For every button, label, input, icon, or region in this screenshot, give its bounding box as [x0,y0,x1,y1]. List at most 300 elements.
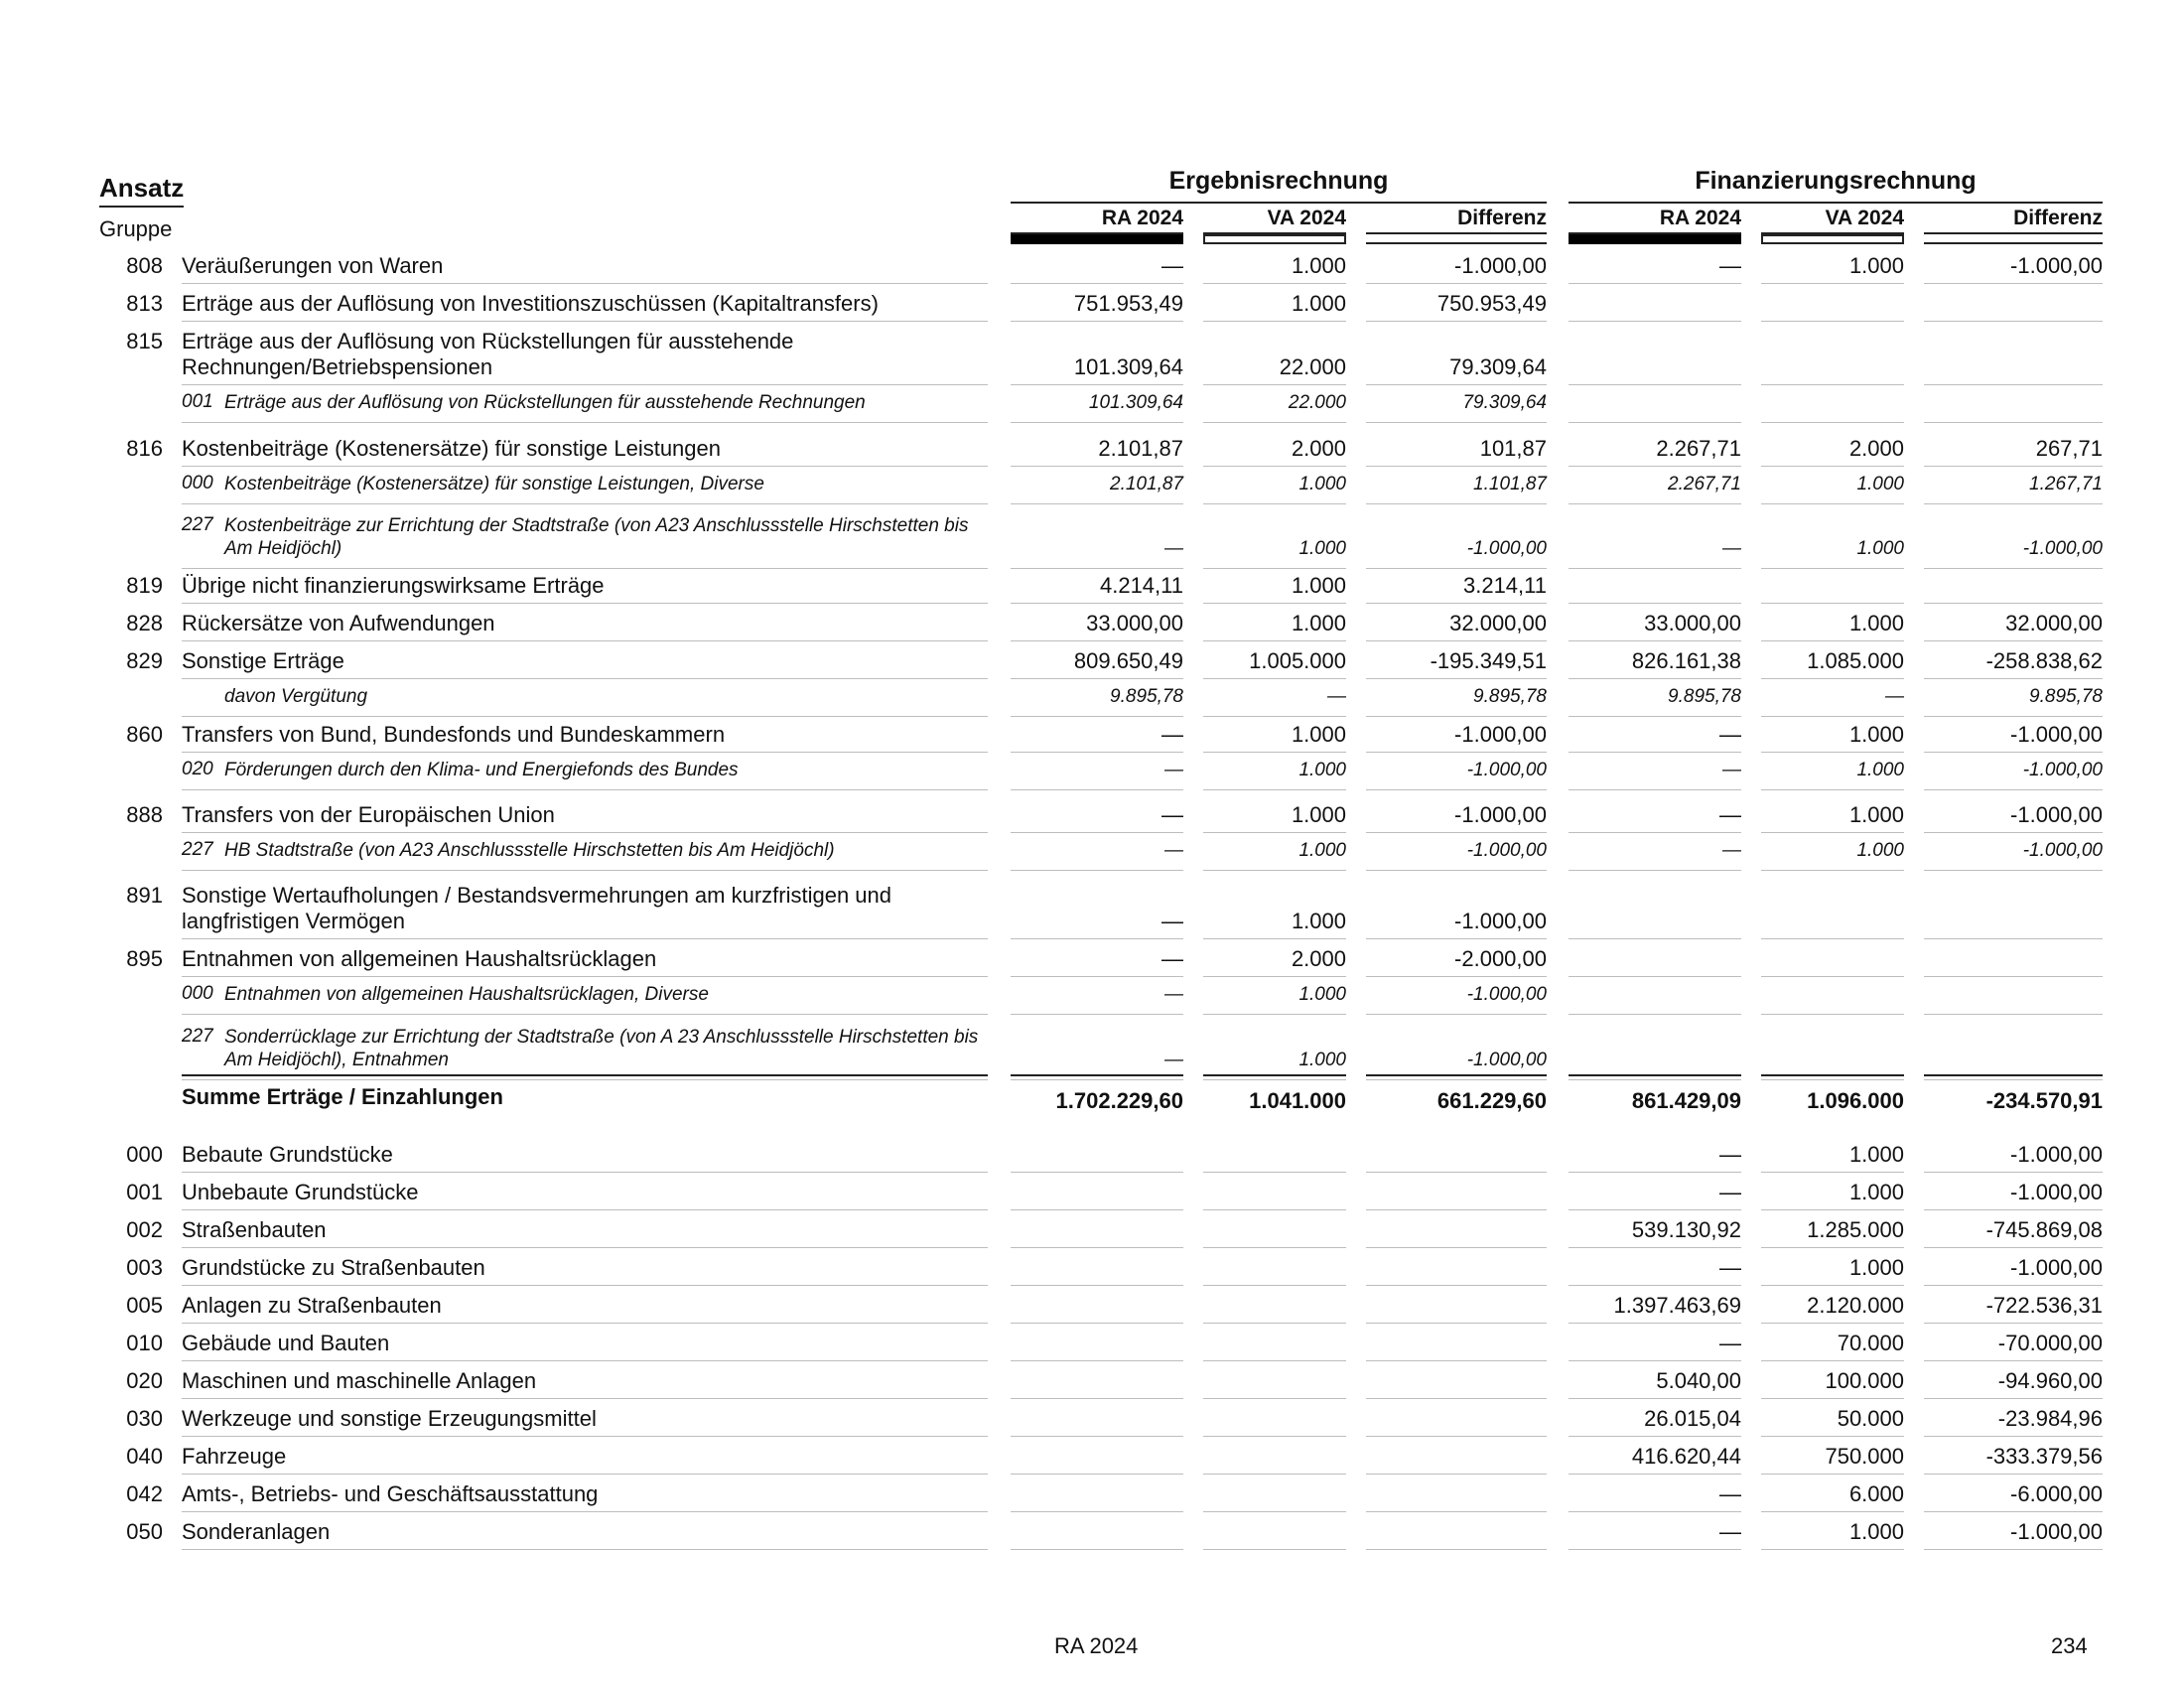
row-description: davon Vergütung [224,686,368,707]
row-separator [1366,503,1547,504]
row-code: 001 [126,1180,163,1204]
cell-ergebnis-diff: 1.101,87 [1473,474,1547,494]
cell-finanz-diff: -23.984,96 [1997,1406,2103,1431]
row-separator [182,603,988,604]
row-separator [1011,422,1183,423]
row-separator [182,321,988,322]
cell-finanz-va: 1.000 [1856,840,1904,861]
row-separator [1011,1549,1183,1550]
table-row [0,722,2184,748]
cell-finanz-ra: 9.895,78 [1668,686,1741,707]
row-description: Sonstige Erträge [182,648,344,673]
row-separator [1569,1209,1741,1210]
cell-ergebnis-ra: — [1164,538,1183,559]
table-row [0,611,2184,636]
cell-finanz-va: 1.096.000 [1807,1088,1904,1113]
row-separator [1203,678,1346,679]
row-separator [182,1323,988,1324]
row-separator [1366,1511,1547,1512]
cell-finanz-va: 100.000 [1825,1368,1904,1393]
row-code: 000 [182,473,213,493]
row-separator [182,640,988,641]
cell-ergebnis-va: 1.000 [1298,538,1346,559]
row-separator [1011,976,1183,977]
cell-finanz-ra: — [1719,802,1741,827]
cell-finanz-diff: -1.000,00 [2010,1255,2103,1280]
cell-finanz-diff: -1.000,00 [2022,840,2103,861]
row-separator [1366,321,1547,322]
row-separator [1569,678,1741,679]
row-separator [1011,1360,1183,1361]
row-separator [1924,976,2103,977]
row-separator [1203,422,1346,423]
sum-separator [1203,1074,1346,1076]
row-separator [1569,1285,1741,1286]
row-description: Grundstücke zu Straßenbauten [182,1255,485,1280]
cell-ergebnis-ra: — [1161,722,1183,747]
row-separator [1203,1209,1346,1210]
cell-finanz-diff: -745.869,08 [1985,1217,2103,1242]
row-separator [1203,1285,1346,1286]
footer-label: RA 2024 [1054,1633,1139,1658]
row-separator [182,832,988,833]
row-code: 227 [182,1026,213,1047]
row-separator [1366,1014,1547,1015]
row-separator [1761,1474,1904,1475]
cell-ergebnis-ra: — [1161,946,1183,971]
row-separator [1366,1285,1547,1286]
row-code: 860 [126,722,163,747]
cell-finanz-va: 1.000 [1848,1519,1904,1544]
sum-separator [1569,1074,1741,1076]
cell-finanz-diff: -722.536,31 [1985,1293,2103,1318]
cell-finanz-ra: 539.130,92 [1631,1217,1741,1242]
row-separator [1203,503,1346,504]
table-row [0,983,2184,1006]
row-description: Werkzeuge und sonstige Erzeugungsmittel [182,1406,597,1431]
cell-finanz-va: 2.120.000 [1807,1293,1904,1318]
table-row [0,573,2184,599]
cell-ergebnis-diff: 9.895,78 [1473,686,1547,707]
cell-finanz-diff: -1.000,00 [2010,1519,2103,1544]
cell-finanz-diff: -94.960,00 [1997,1368,2103,1393]
row-code: 813 [126,291,163,316]
cell-ergebnis-ra: 33.000,00 [1086,611,1183,635]
row-description: Erträge aus der Auflösung von Investitionszuschüssen (Kapitaltransfers) [182,291,879,316]
cell-finanz-va: 1.000 [1848,802,1904,827]
cell-finanz-ra: — [1719,253,1741,278]
table-row [0,1217,2184,1243]
cell-finanz-ra: — [1719,1255,1741,1280]
row-separator [1569,716,1741,717]
diff-legend-line [1366,242,1547,244]
row-separator [1569,1436,1741,1437]
row-separator [1569,752,1741,753]
row-description: Förderungen durch den Klima- und Energiefonds des Bundes [224,760,739,780]
table-row [0,1255,2184,1281]
row-separator [1924,832,2103,833]
cell-finanz-va: — [1885,686,1904,707]
row-separator [1569,503,1741,504]
row-separator [1569,832,1741,833]
row-separator [1761,678,1904,679]
cell-finanz-ra: — [1719,1180,1741,1204]
cell-finanz-diff: -1.000,00 [2010,253,2103,278]
row-separator [1366,1172,1547,1173]
cell-finanz-va: 1.000 [1848,1142,1904,1167]
row-separator [1569,789,1741,790]
row-separator [1011,503,1183,504]
row-separator [1761,789,1904,790]
row-separator [1761,1360,1904,1361]
row-separator [1203,384,1346,385]
row-description: Unbebaute Grundstücke [182,1180,419,1204]
row-separator [1011,1398,1183,1399]
row-code: 020 [126,1368,163,1393]
cell-finanz-ra: — [1722,840,1741,861]
cell-finanz-ra: — [1719,1142,1741,1167]
row-separator [1569,1323,1741,1324]
cell-finanz-va: 6.000 [1848,1481,1904,1506]
cell-finanz-ra: 826.161,38 [1631,648,1741,673]
row-separator [1011,1014,1183,1015]
cell-finanz-va: 1.085.000 [1807,648,1904,673]
table-row [0,291,2184,317]
cell-finanz-va: 70.000 [1837,1331,1904,1355]
row-separator [1569,640,1741,641]
row-separator [182,1398,988,1399]
cell-ergebnis-va: 1.000 [1291,909,1346,933]
cell-finanz-ra: 5.040,00 [1656,1368,1741,1393]
row-code: 227 [182,839,213,860]
row-description: Amts-, Betriebs- und Geschäftsausstattung [182,1481,599,1506]
row-separator [1366,1360,1547,1361]
row-separator [182,503,988,504]
cell-finanz-ra: — [1719,1519,1741,1544]
row-separator [1569,466,1741,467]
row-separator [1011,1436,1183,1437]
row-separator [1366,1398,1547,1399]
row-separator [1761,976,1904,977]
row-separator [1203,1436,1346,1437]
cell-ergebnis-va: 1.000 [1298,1050,1346,1070]
row-separator [1761,1285,1904,1286]
row-code: 888 [126,802,163,827]
cell-finanz-va: 1.000 [1848,1255,1904,1280]
row-separator [1569,870,1741,871]
table-row [0,1481,2184,1507]
row-separator [1203,640,1346,641]
row-separator [1011,832,1183,833]
cell-finanz-diff: -234.570,91 [1985,1088,2103,1113]
row-separator [1203,1549,1346,1550]
cell-finanz-diff: -1.000,00 [2022,538,2103,559]
row-separator [1924,938,2103,939]
row-separator [1761,1511,1904,1512]
row-separator [1366,1323,1547,1324]
cell-finanz-va: 50.000 [1837,1406,1904,1431]
row-separator [1924,1474,2103,1475]
row-code: 030 [126,1406,163,1431]
row-separator [1761,603,1904,604]
row-separator [1569,938,1741,939]
cell-ergebnis-diff: -1.000,00 [1454,909,1547,933]
row-separator [1011,603,1183,604]
cell-finanz-va: 1.285.000 [1807,1217,1904,1242]
diff-legend-line [1924,242,2103,244]
row-separator [1366,1079,1547,1080]
row-separator [1761,466,1904,467]
cell-finanz-diff: -258.838,62 [1985,648,2103,673]
row-separator [1011,678,1183,679]
cell-finanz-diff: 9.895,78 [2029,686,2103,707]
row-separator [1924,1323,2103,1324]
row-separator [1924,678,2103,679]
row-separator [1924,1511,2103,1512]
row-separator [1761,832,1904,833]
row-separator [1203,716,1346,717]
table-row [0,329,2184,380]
row-description: Veräußerungen von Waren [182,253,444,278]
cell-ergebnis-va: 1.000 [1291,611,1346,635]
table-row [0,1444,2184,1470]
row-separator [1924,752,2103,753]
row-separator [182,466,988,467]
cell-ergebnis-diff: 661.229,60 [1436,1088,1547,1113]
cell-finanz-va: 1.000 [1856,474,1904,494]
cell-ergebnis-va: 1.000 [1298,984,1346,1005]
row-code: 042 [126,1481,163,1506]
cell-ergebnis-ra: 4.214,11 [1099,573,1183,598]
cell-ergebnis-diff: -1.000,00 [1466,1050,1547,1070]
row-separator [1761,1323,1904,1324]
row-separator [182,789,988,790]
row-separator [1203,1172,1346,1173]
cell-ergebnis-va: 1.000 [1291,802,1346,827]
row-separator [1924,466,2103,467]
row-separator [1924,1549,2103,1550]
table-row [0,946,2184,972]
row-separator [182,283,988,284]
row-separator [1366,1436,1547,1437]
row-separator [1569,283,1741,284]
row-separator [1011,1511,1183,1512]
row-description: Gebäude und Bauten [182,1331,390,1355]
cell-finanz-va: 750.000 [1825,1444,1904,1469]
row-description: Rückersätze von Aufwendungen [182,611,495,635]
row-separator [1569,1398,1741,1399]
row-separator [1924,640,2103,641]
row-description: Sonderanlagen [182,1519,331,1544]
row-separator [1761,1247,1904,1248]
cell-finanz-ra: 2.267,71 [1656,436,1741,461]
row-code: 050 [126,1519,163,1544]
row-separator [1011,283,1183,284]
table-row [0,1293,2184,1319]
row-separator [182,422,988,423]
table-row [0,648,2184,674]
row-separator [1366,466,1547,467]
row-separator [1366,1209,1547,1210]
row-separator [1366,938,1547,939]
row-separator [1761,503,1904,504]
row-separator [1569,422,1741,423]
row-separator [1203,1079,1346,1080]
row-code: 001 [182,391,213,412]
row-separator [182,938,988,939]
cell-finanz-va: 1.000 [1848,1180,1904,1204]
row-code: 891 [126,883,163,908]
row-separator [182,870,988,871]
row-separator [1924,283,2103,284]
cell-ergebnis-va: 1.000 [1298,474,1346,494]
row-description: Kostenbeiträge (Kostenersätze) für sonstige Leistungen [182,436,721,461]
cell-ergebnis-ra: — [1161,253,1183,278]
row-separator [1924,384,2103,385]
cell-ergebnis-diff: -1.000,00 [1466,538,1547,559]
cell-finanz-diff: -1.000,00 [2010,1180,2103,1204]
row-description: Sonstige Wertaufholungen / Bestandsvermehrungen am kurzfristigen und langfristigen Vermögen [182,883,892,933]
table-row [0,253,2184,279]
cell-ergebnis-va: 1.000 [1298,760,1346,780]
sum-row [0,1084,2184,1113]
table-row [0,1331,2184,1356]
row-separator [1366,384,1547,385]
row-separator [1011,752,1183,753]
cell-ergebnis-va: 1.000 [1291,573,1346,598]
row-separator [1924,1436,2103,1437]
row-code: 000 [182,983,213,1004]
row-separator [1569,321,1741,322]
cell-finanz-diff: -1.000,00 [2010,802,2103,827]
row-separator [1924,1014,2103,1015]
row-description: Entnahmen von allgemeinen Haushaltsrücklagen [182,946,657,971]
table-row [0,1026,2184,1071]
row-separator [1011,716,1183,717]
row-separator [1203,1247,1346,1248]
row-separator [1924,716,2103,717]
cell-ergebnis-diff: -1.000,00 [1454,722,1547,747]
row-separator [1203,568,1346,569]
row-code: 010 [126,1331,163,1355]
row-code: 895 [126,946,163,971]
row-separator [182,976,988,977]
row-description: Kostenbeiträge zur Errichtung der Stadtstraße (von A23 Anschlussstelle Hirschstetten bis Am Heidjöchl) [224,515,969,559]
sum-separator [1011,1074,1183,1076]
table-row [0,883,2184,934]
cell-ergebnis-diff: 101,87 [1479,436,1547,461]
row-separator [1761,283,1904,284]
row-separator [1366,1247,1547,1248]
cell-ergebnis-ra: — [1164,760,1183,780]
row-separator [182,1172,988,1173]
row-code: 815 [126,329,163,353]
col-ergebnis-va: VA 2024 [1203,207,1346,234]
table-row [0,514,2184,560]
cell-ergebnis-ra: 101.309,64 [1073,354,1183,379]
cell-finanz-ra: 33.000,00 [1644,611,1741,635]
row-separator [1924,789,2103,790]
row-separator [1011,938,1183,939]
row-separator [1761,568,1904,569]
row-code: 040 [126,1444,163,1469]
row-separator [1011,321,1183,322]
row-description: Maschinen und maschinelle Anlagen [182,1368,537,1393]
row-separator [1011,466,1183,467]
row-separator [1761,384,1904,385]
row-separator [182,1247,988,1248]
cell-ergebnis-va: 1.000 [1298,840,1346,861]
row-separator [182,384,988,385]
row-code: 808 [126,253,163,278]
row-separator [1366,870,1547,871]
row-separator [182,1014,988,1015]
cell-finanz-va: 1.000 [1848,253,1904,278]
table-row [0,436,2184,462]
sum-separator [1924,1074,2103,1076]
cell-ergebnis-diff: -1.000,00 [1466,840,1547,861]
row-separator [1366,832,1547,833]
row-separator [1924,1209,2103,1210]
row-separator [182,1511,988,1512]
table-row [0,1142,2184,1168]
cell-ergebnis-ra: — [1164,840,1183,861]
row-separator [182,1285,988,1286]
cell-ergebnis-diff: -2.000,00 [1454,946,1547,971]
table-row [0,1368,2184,1394]
row-separator [1011,568,1183,569]
table-row [0,473,2184,495]
row-separator [1569,1014,1741,1015]
row-separator [1203,938,1346,939]
row-separator [1569,1247,1741,1248]
ra-legend-bar [1011,234,1183,244]
row-separator [1203,466,1346,467]
row-description: Erträge aus der Auflösung von Rückstellungen für ausstehende Rechnungen [224,392,866,413]
cell-ergebnis-va: 22.000 [1279,354,1346,379]
row-separator [1761,321,1904,322]
row-separator [1203,283,1346,284]
cell-ergebnis-ra: 9.895,78 [1110,686,1183,707]
cell-ergebnis-va: — [1327,686,1346,707]
row-separator [1569,1172,1741,1173]
row-separator [1761,716,1904,717]
table-row [0,1406,2184,1432]
row-separator [1924,1247,2103,1248]
row-separator [1761,422,1904,423]
cell-ergebnis-diff: 3.214,11 [1462,573,1547,598]
row-separator [182,1436,988,1437]
gruppe-heading: Gruppe [99,216,173,241]
row-separator [1011,1172,1183,1173]
row-separator [1203,976,1346,977]
cell-finanz-ra: 861.429,09 [1631,1088,1741,1113]
row-separator [1761,752,1904,753]
table-row [0,685,2184,708]
row-separator [1761,640,1904,641]
sum-separator [182,1074,988,1076]
row-description: Übrige nicht finanzierungswirksame Erträge [182,573,605,598]
cell-ergebnis-ra: — [1164,1050,1183,1070]
va-legend-bar [1203,234,1346,244]
cell-finanz-diff: -1.000,00 [2010,722,2103,747]
row-separator [1011,870,1183,871]
row-separator [1203,752,1346,753]
cell-finanz-va: 1.000 [1848,722,1904,747]
row-separator [182,716,988,717]
cell-ergebnis-va: 22.000 [1288,392,1346,413]
row-separator [1366,789,1547,790]
